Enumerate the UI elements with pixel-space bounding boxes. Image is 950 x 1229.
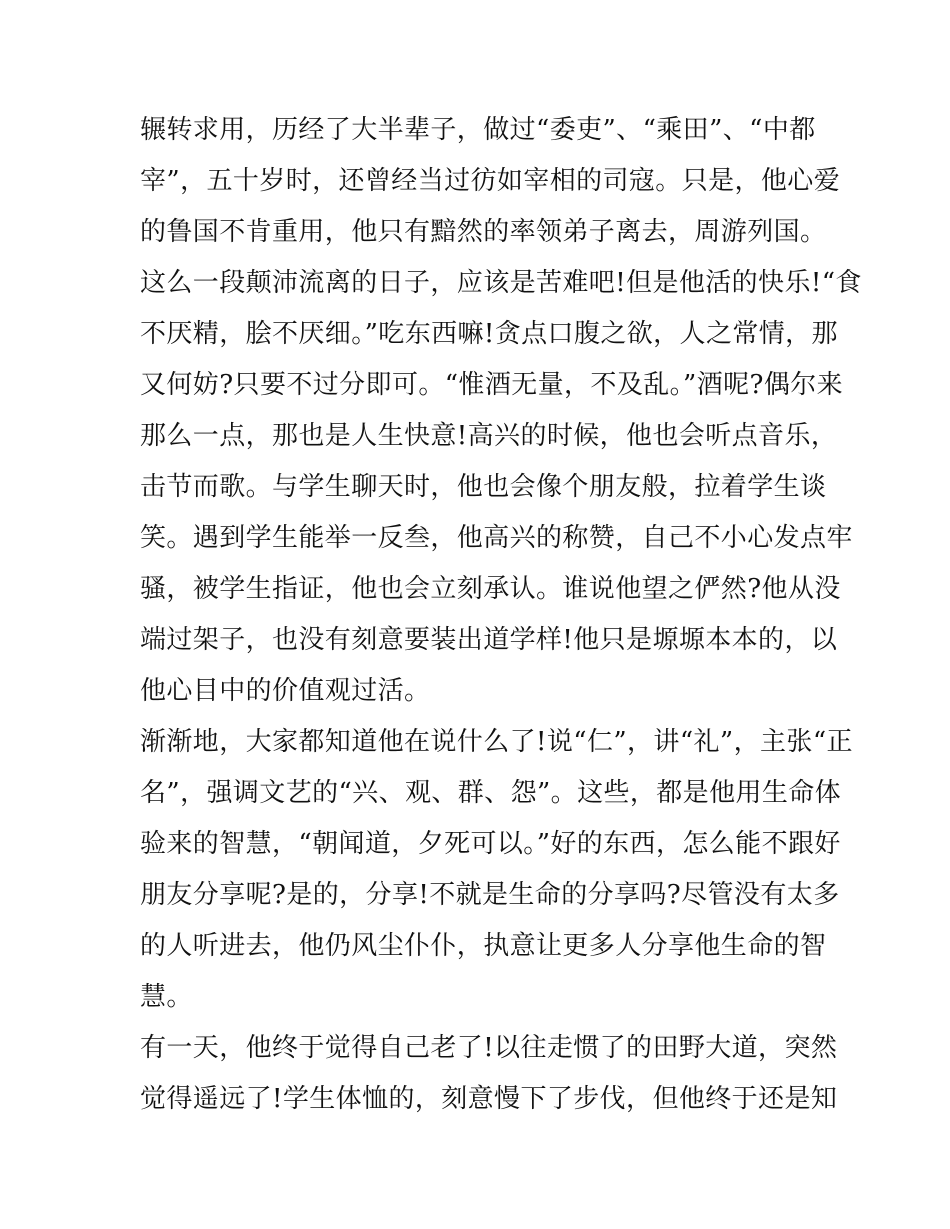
text-line-4: 这么一段颠沛流离的日子，应该是苦难吧!但是他活的快乐!“食: [140, 268, 862, 298]
text-line-3: 的鲁国不肯重用，他只有黯然的率领弟子离去，周游列国。: [140, 217, 827, 247]
text-line-20: 觉得遥远了!学生体恤的，刻意慢下了步伐，但他终于还是知: [140, 1084, 838, 1114]
text-line-17: 的人听进去，他仍风尘仆仆，执意让更多人分享他生命的智: [140, 931, 827, 961]
body-text: [140, 105, 862, 1125]
text-line-7: 那么一点，那也是人生快意!高兴的时候，他也会听点音乐，: [140, 421, 838, 451]
text-line-18: 慧。: [140, 982, 193, 1012]
text-line-9: 笑。遇到学生能举一反叁，他高兴的称赞，自己不小心发点牢: [140, 523, 853, 553]
text-line-5: 不厌精，脍不厌细。”吃东西嘛!贪点口腹之欲，人之常情，那: [140, 319, 838, 349]
text-line-11: 端过架子，也没有刻意要装出道学样!他只是塬塬本本的，以: [140, 625, 838, 655]
text-line-15: 验来的智慧，“朝闻道，夕死可以。”好的东西，怎么能不跟好: [140, 829, 841, 859]
text-line-12: 他心目中的价值观过活。: [140, 676, 431, 706]
text-line-6: 又何妨?只要不过分即可。“惟酒无量，不及乱。”酒呢?偶尔来: [140, 370, 844, 400]
text-line-19: 有一天，他终于觉得自己老了!以往走惯了的田野大道，突然: [140, 1033, 838, 1063]
text-line-1: 辗转求用，历经了大半辈子，做过“委吏”、“乘田”、“中都: [140, 115, 816, 145]
text-line-2: 宰”，五十岁时，还曾经当过彷如宰相的司寇。只是，他心爱: [140, 166, 841, 196]
text-line-14: 名”，强调文艺的“兴、观、群、怨”。这些，都是他用生命体: [140, 778, 842, 808]
text-line-10: 骚，被学生指证，他也会立刻承认。谁说他望之俨然?他从没: [140, 574, 841, 604]
text-line-8: 击节而歌。与学生聊天时，他也会像个朋友般，拉着学生谈: [140, 472, 827, 502]
text-line-13: 渐渐地，大家都知道他在说什么了!说“仁”，讲“礼”，主张“正: [140, 727, 853, 757]
text-line-16: 朋友分享呢?是的，分享!不就是生命的分享吗?尽管没有太多: [140, 880, 840, 910]
